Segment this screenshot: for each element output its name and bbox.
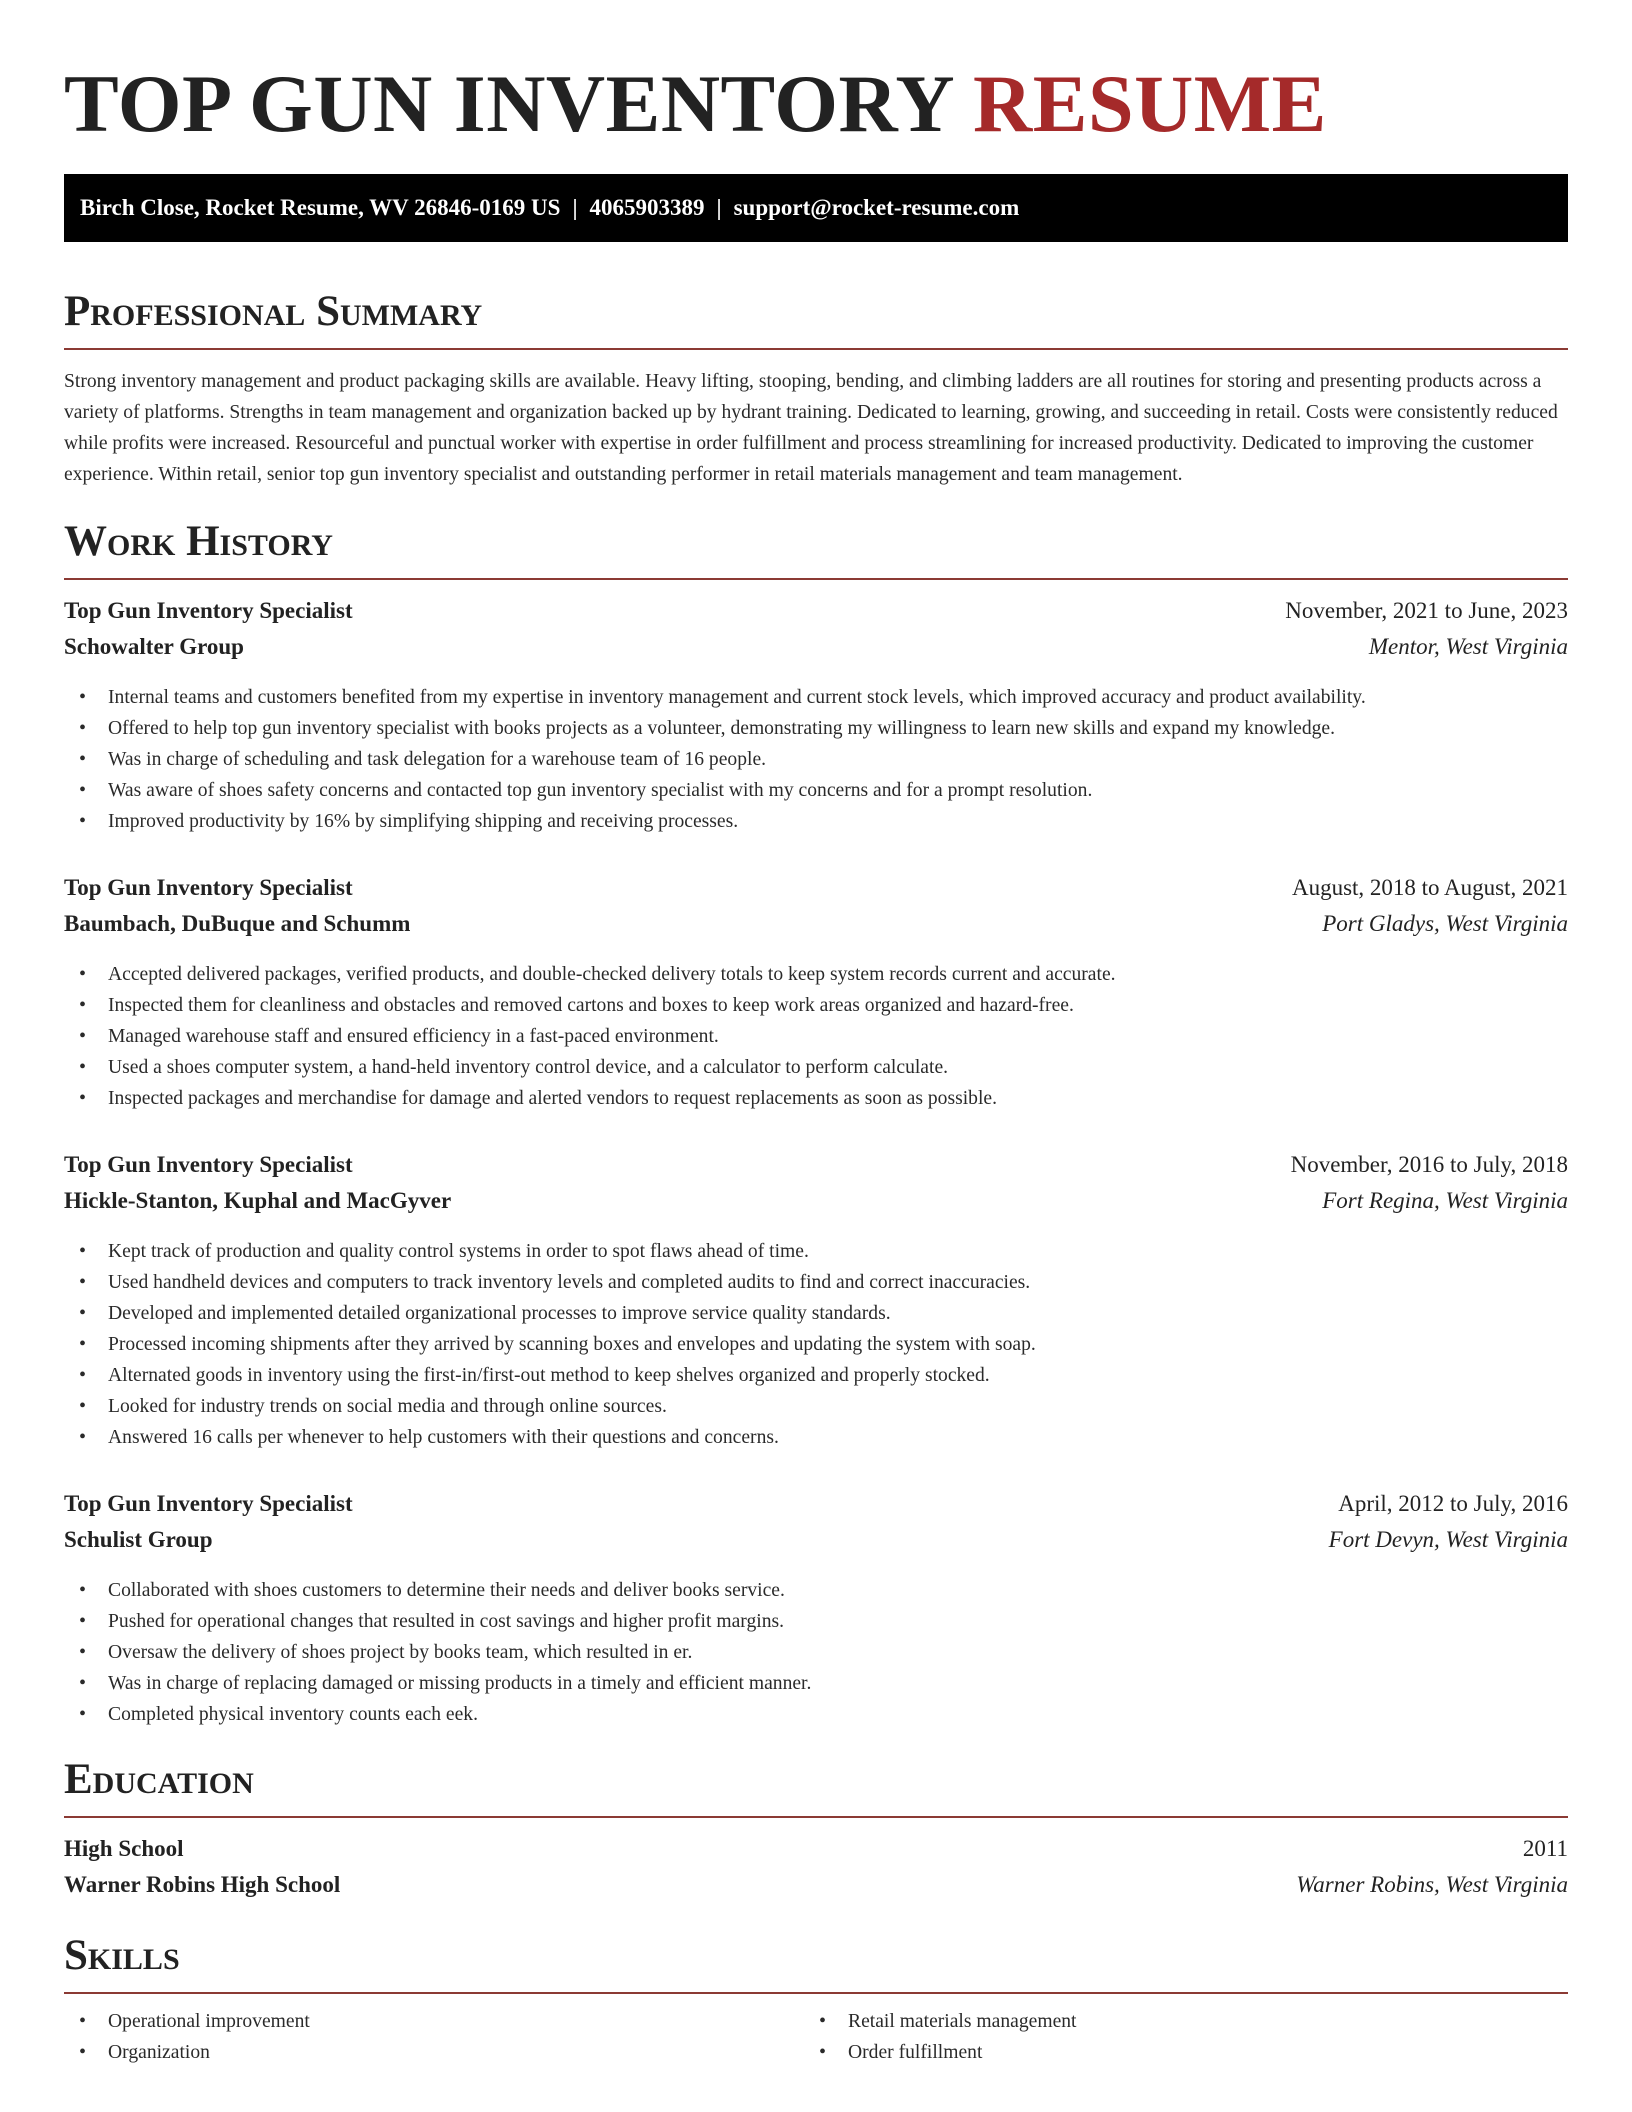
job-dates: April, 2012 to July, 2016 <box>1338 1491 1568 1516</box>
job-location: Fort Regina, West Virginia <box>1322 1188 1568 1213</box>
contact-bar <box>64 174 1568 242</box>
education-school: Warner Robins High School <box>64 1872 341 1897</box>
job-location: Fort Devyn, West Virginia <box>1328 1527 1568 1552</box>
job-company: Baumbach, DuBuque and Schumm <box>64 911 411 936</box>
list-item: • Offered to help top gun inventory specialist with books projects as a volunteer, demonstrating my willingness to learn new skills and expand my knowledge. <box>64 713 1568 744</box>
list-item: • Alternated goods in inventory using the first-in/first-out method to keep shelves organized and properly stocked. <box>64 1360 1568 1391</box>
job-header-row <box>64 1491 1568 1527</box>
title-accent: RESUME <box>973 58 1327 149</box>
job-company-row <box>64 634 1568 670</box>
job-company: Schulist Group <box>64 1527 213 1552</box>
list-item: • Processed incoming shipments after they arrived by scanning boxes and envelopes and updating the system with soap. <box>64 1329 1568 1360</box>
contact-separator: | <box>716 195 722 220</box>
list-item: • Used a shoes computer system, a hand-held inventory control device, and a calculator to perform calculate. <box>64 1052 1568 1083</box>
job-entry <box>64 1491 1568 1730</box>
job-bullets <box>64 1575 1568 1730</box>
skills-column-left <box>64 2006 804 2068</box>
job-header-row <box>64 875 1568 911</box>
skill-item: • Order fulfillment <box>804 2037 1544 2068</box>
education-school-row <box>64 1872 1568 1908</box>
job-company: Hickle-Stanton, Kuphal and MacGyver <box>64 1188 452 1213</box>
education-year: 2011 <box>1522 1836 1568 1861</box>
skills-column-right <box>804 2006 1544 2068</box>
list-item: • Accepted delivered packages, verified products, and double-checked delivery totals to keep system records current and accurate. <box>64 959 1568 990</box>
contact-email: support@rocket-resume.com <box>733 195 1020 220</box>
resume-title <box>64 0 1568 152</box>
list-item: • Answered 16 calls per whenever to help customers with their questions and concerns. <box>64 1422 1568 1453</box>
job-bullets <box>64 959 1568 1114</box>
list-item: • Pushed for operational changes that resulted in cost savings and higher profit margins. <box>64 1606 1568 1637</box>
contact-separator: | <box>572 195 578 220</box>
title-main: TOP GUN INVENTORY <box>64 58 953 149</box>
contact-phone: 4065903389 <box>589 195 705 220</box>
job-title: Top Gun Inventory Specialist <box>64 598 353 623</box>
list-item: • Was in charge of replacing damaged or missing products in a timely and efficient manner. <box>64 1668 1568 1699</box>
list-item: • Oversaw the delivery of shoes project by books team, which resulted in er. <box>64 1637 1568 1668</box>
list-item: • Developed and implemented detailed organizational processes to improve service quality standards. <box>64 1298 1568 1329</box>
list-item: • Was in charge of scheduling and task delegation for a warehouse team of 16 people. <box>64 744 1568 775</box>
job-location: Mentor, West Virginia <box>1368 634 1568 659</box>
work-history-heading: Work History <box>64 516 1568 580</box>
list-item: • Kept track of production and quality control systems in order to spot flaws ahead of time. <box>64 1236 1568 1267</box>
list-item: • Internal teams and customers benefited from my expertise in inventory management and current stock levels, which improved accuracy and product availability. <box>64 682 1568 713</box>
job-dates: November, 2021 to June, 2023 <box>1285 598 1568 623</box>
education-degree: High School <box>64 1836 184 1861</box>
list-item: • Managed warehouse staff and ensured efficiency in a fast-paced environment. <box>64 1021 1568 1052</box>
list-item: • Looked for industry trends on social media and through online sources. <box>64 1391 1568 1422</box>
summary-text: Strong inventory management and product packaging skills are available. Heavy lifting, stooping, bending, and climbing ladders are all routines for storing and presenting products across a variety of platforms. Strengths in team management and organization backed up by hydrant training. Dedicated to learning, growing, and succeeding in retail. Costs were consistently reduced while profits were increased. Resourceful and punctual worker with expertise in order fulfillment and process streamlining for increased productivity. Dedicated to improving the customer experience. Within retail, senior top gun inventory specialist and outstanding performer in retail materials management and team management. <box>64 371 1558 485</box>
job-company-row <box>64 911 1568 947</box>
list-item: • Improved productivity by 16% by simplifying shipping and receiving processes. <box>64 806 1568 837</box>
job-company: Schowalter Group <box>64 634 244 659</box>
job-title: Top Gun Inventory Specialist <box>64 875 353 900</box>
job-company-row <box>64 1527 1568 1563</box>
skill-item: • Organization <box>64 2037 804 2068</box>
skills-list <box>64 2006 1568 2068</box>
list-item: • Collaborated with shoes customers to determine their needs and deliver books service. <box>64 1575 1568 1606</box>
job-title: Top Gun Inventory Specialist <box>64 1491 353 1516</box>
job-dates: November, 2016 to July, 2018 <box>1290 1152 1568 1177</box>
job-company-row <box>64 1188 1568 1224</box>
list-item: • Inspected packages and merchandise for damage and alerted vendors to request replacements as soon as possible. <box>64 1083 1568 1114</box>
skill-item: • Retail materials management <box>804 2006 1544 2037</box>
skills-heading: Skills <box>64 1930 1568 1994</box>
job-entry <box>64 875 1568 1114</box>
skill-item: • Operational improvement <box>64 2006 804 2037</box>
job-bullets <box>64 1236 1568 1453</box>
list-item: • Completed physical inventory counts each eek. <box>64 1699 1568 1730</box>
list-item: • Was aware of shoes safety concerns and contacted top gun inventory specialist with my concerns and for a prompt resolution. <box>64 775 1568 806</box>
education-heading: Education <box>64 1754 1568 1818</box>
education-entry <box>64 1836 1568 1908</box>
list-item: • Used handheld devices and computers to track inventory levels and completed audits to find and correct inaccuracies. <box>64 1267 1568 1298</box>
job-header-row <box>64 1152 1568 1188</box>
job-location: Port Gladys, West Virginia <box>1322 911 1568 936</box>
job-bullets <box>64 682 1568 837</box>
education-location: Warner Robins, West Virginia <box>1296 1872 1568 1897</box>
job-dates: August, 2018 to August, 2021 <box>1291 875 1568 900</box>
job-title: Top Gun Inventory Specialist <box>64 1152 353 1177</box>
contact-address: Birch Close, Rocket Resume, WV 26846-0169 US <box>80 195 561 220</box>
summary-heading: Professional Summary <box>64 286 1568 350</box>
job-header-row <box>64 598 1568 634</box>
education-degree-row <box>64 1836 1568 1872</box>
job-entry <box>64 1152 1568 1453</box>
job-entry <box>64 598 1568 837</box>
list-item: • Inspected them for cleanliness and obstacles and removed cartons and boxes to keep work areas organized and hazard-free. <box>64 990 1568 1021</box>
